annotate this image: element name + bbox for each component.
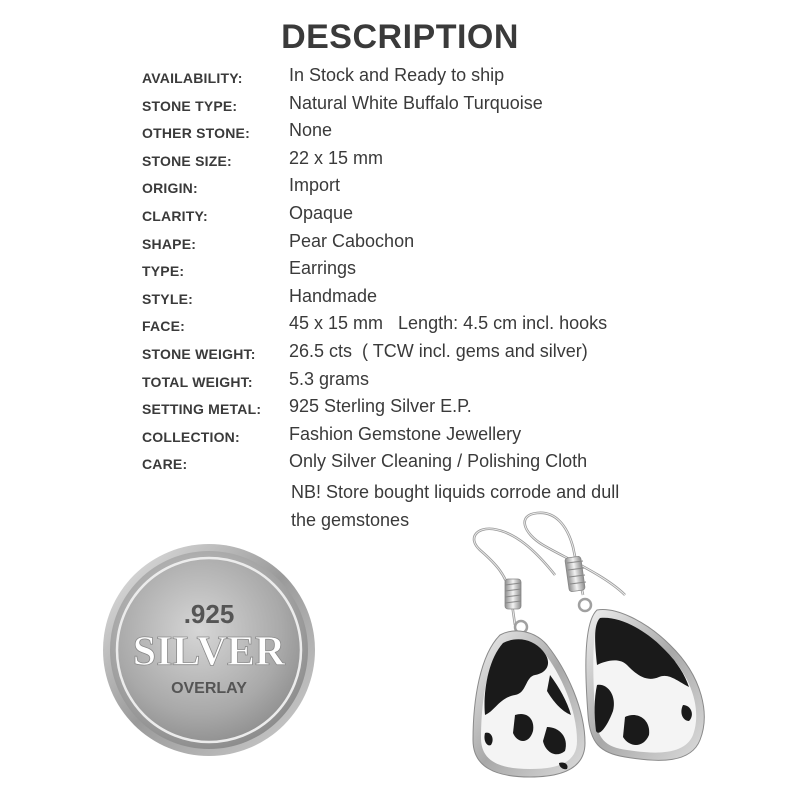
spec-row-stone-weight [0,340,800,368]
spec-row-total-weight [0,368,800,396]
spec-value: 26.5 cts ( TCW incl. gems and silver) [289,341,588,361]
spec-value: In Stock and Ready to ship [289,65,505,85]
spec-row-stone-size [0,147,800,175]
earrings-product-image [455,505,725,790]
spec-row-other-stone [0,119,800,147]
spec-label: SETTING METAL: [142,401,262,418]
spec-row-setting-metal [0,395,800,423]
silver-overlay-badge [102,543,316,757]
spec-value: Handmade [289,285,378,306]
spec-label: ORIGIN: [142,180,198,197]
spec-value: Fashion Gemstone Jewellery [289,423,522,444]
spec-label: CARE: [142,456,188,473]
badge-metal: SILVER [132,629,286,675]
page-title: DESCRIPTION [281,18,519,56]
spec-row-stone-type [0,92,800,120]
spec-row-style [0,285,800,313]
spec-row-availability [0,64,800,92]
spec-label: FACE: [142,318,185,335]
spec-row-collection [0,423,800,451]
spec-value: Earrings [289,258,357,279]
spec-row-shape [0,230,800,258]
care-note-line: the gemstones [291,510,410,530]
spec-value: 5.3 grams [289,368,370,389]
spec-row-origin [0,174,800,202]
spec-row-care [0,450,800,478]
spec-value: Pear Cabochon [289,230,415,251]
spec-row-clarity [0,202,800,230]
spec-value: 22 x 15 mm [289,147,384,168]
spec-value: None [289,120,333,141]
spec-label: COLLECTION: [142,428,240,445]
spec-label: STYLE: [142,290,193,307]
spec-label: STONE SIZE: [142,152,232,169]
spec-label: CLARITY: [142,208,208,224]
spec-label: AVAILABILITY: [142,70,243,86]
care-note-line: NB! Store bought liquids corrode and dull [291,482,620,502]
spec-label: STONE WEIGHT: [142,346,256,362]
spec-label: TYPE: [142,263,185,280]
spec-value: Natural White Buffalo Turquoise [289,92,543,113]
spec-label: STONE TYPE: [142,97,238,114]
badge-purity: .925 [183,599,235,629]
spec-label: TOTAL WEIGHT: [142,373,253,390]
spec-value: Only Silver Cleaning / Polishing Cloth [289,451,588,472]
spec-row-type [0,257,800,285]
spec-value: 45 x 15 mm Length: 4.5 cm incl. hooks [289,313,608,334]
spec-row-face [0,312,800,340]
spec-value: 925 Sterling Silver E.P. [289,396,472,417]
spec-value: Import [289,175,341,196]
spec-label: OTHER STONE: [142,125,250,142]
spec-label: SHAPE: [142,235,197,252]
badge-type: OVERLAY [171,680,247,697]
spec-value: Opaque [289,203,354,223]
